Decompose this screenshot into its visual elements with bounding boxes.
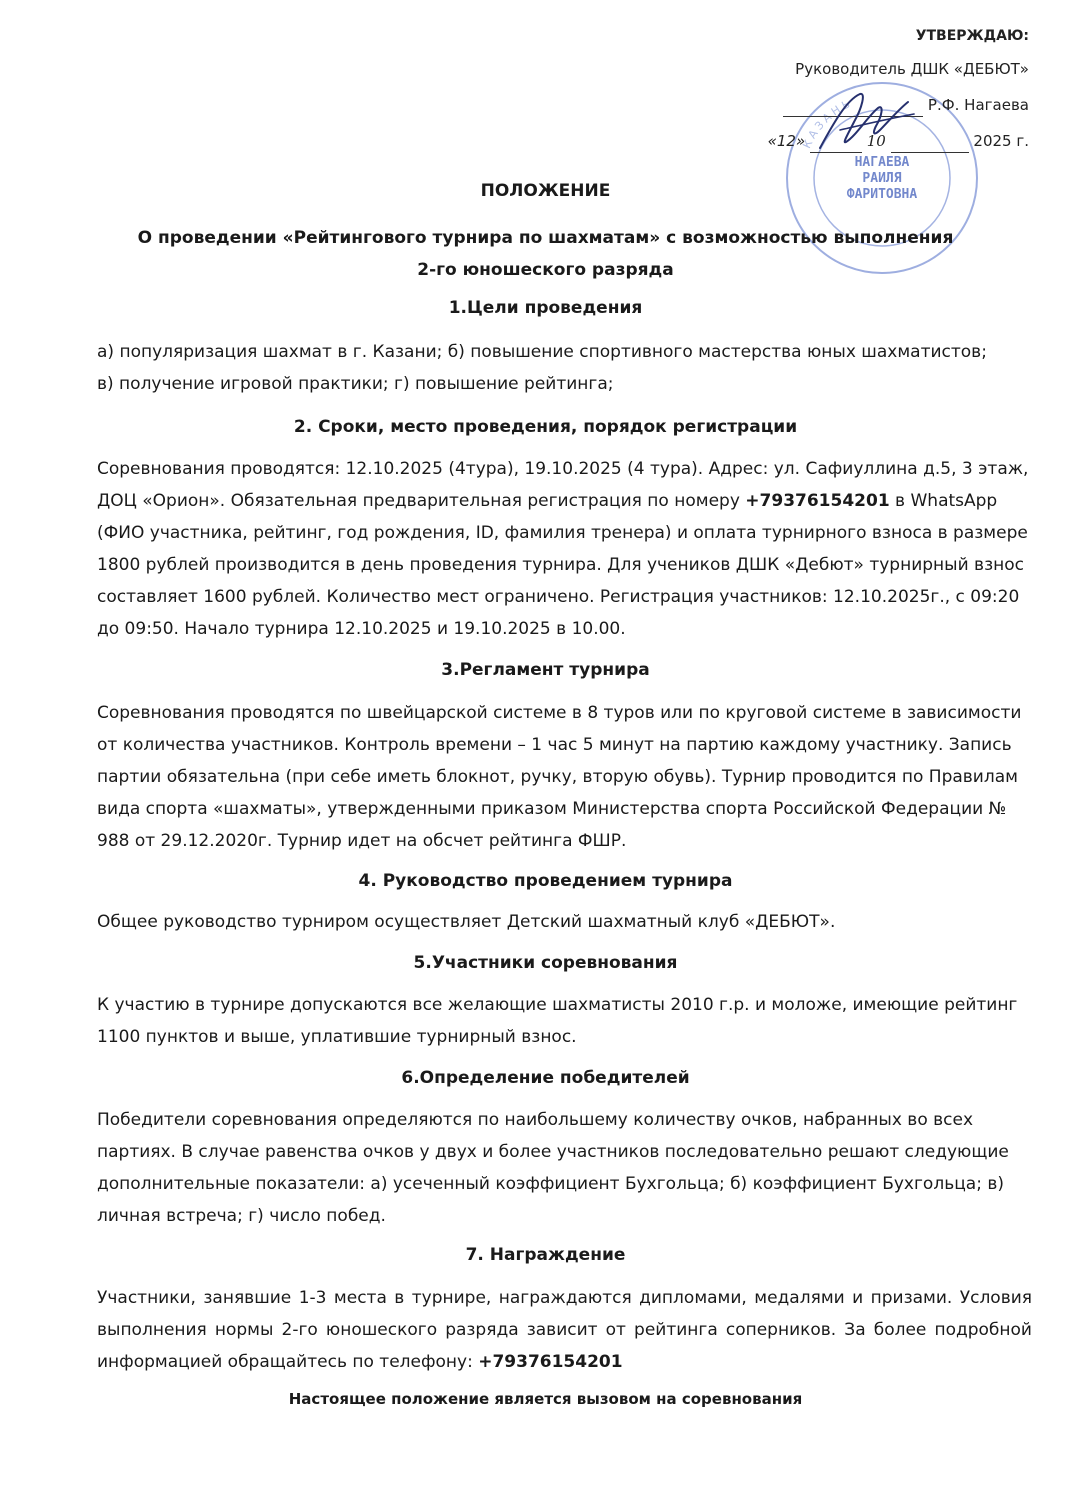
stamp-name-3: ФАРИТОВНА <box>846 187 918 202</box>
section-heading-winners: 6.Определение победителей <box>401 1068 690 1088</box>
stamp-ring-text: КАЗАНЬ <box>800 96 855 151</box>
contact-phone: +79376154201 <box>478 1352 623 1372</box>
section-text-awards <box>97 1282 1032 1378</box>
section-heading-participants: 5.Участники соревнования <box>413 953 678 973</box>
section-text-rules: Соревнования проводятся по швейцарской системе в 8 туров или по круговой системе в зависимости от количества участников. Контроль времени – 1 час 5 минут на партию каждому участнику. Запись партии обязательна (при себе иметь блокнот, ручку, вторую обувь). Турнир проводится по Правилам вида спорта «шахматы», утвержденными приказом Министерства спорта Российской Федерации № 988 от 29.12.2020г. Турнир идет на обсчет рейтинга ФШР. <box>97 703 1022 851</box>
section-text-winners: Победители соревнования определяются по наибольшему количеству очков, набранных во всех партиях. В случае равенства очков у двух и более участников последовательно решают следующие дополнительные показатели: а) усеченный коэффициент Бухгольца; б) коэффициент Бухгольца; в) личная встреча; г) число побед. <box>97 1110 1009 1226</box>
section-heading-rules: 3.Регламент турнира <box>441 660 650 680</box>
document-title: ПОЛОЖЕНИЕ <box>480 181 611 201</box>
approval-date-month: 10 <box>866 132 886 150</box>
approval-signer-name: Р.Ф. Нагаева <box>927 96 1029 114</box>
approval-position: Руководитель ДШК «ДЕБЮТ» <box>795 60 1029 78</box>
goals-line-1: а) популяризация шахмат в г. Казани; б) повышение спортивного мастерства юных шахматистов; <box>97 342 987 362</box>
document-subtitle <box>60 222 1031 286</box>
approval-date-day: «12» <box>767 132 806 150</box>
section-text-participants: К участию в турнире допускаются все желающие шахматисты 2010 г.р. и моложе, имеющие рейтинг 1100 пунктов и выше, уплатившие турнирный взнос. <box>97 995 1018 1047</box>
dates-text-part-1: Соревнования проводятся: 12.10.2025 (4тура), 19.10.2025 (4 тура). Адрес: ул. Сафиуллина д.5, 3 этаж, ДОЦ «Орион». Обязательная предварительная регистрация по номеру <box>97 459 1029 511</box>
section-heading-goals: 1.Цели проведения <box>448 298 643 318</box>
section-text-goals <box>97 336 1032 400</box>
approval-date-year: 2025 г. <box>973 132 1029 150</box>
goals-line-2: в) получение игровой практики; г) повышение рейтинга; <box>97 374 614 394</box>
stamp-name-2: РАИЛЯ <box>862 171 902 186</box>
dates-text-part-2: в WhatsApp (ФИО участника, рейтинг, год рождения, ID, фамилия тренера) и оплата турнирного взноса в размере 1800 рублей производится в день проведения турнира. Для учеников ДШК «Дебют» турнирный взнос составляет 1600 рублей. Количество мест ограничено. Регистрация участников: 12.10.2025г., с 09:20 до 09:50. Начало турнира 12.10.2025 и 19.10.2025 в 10.00. <box>97 491 1028 639</box>
stamp-name-1: НАГАЕВА <box>854 155 910 170</box>
section-heading-awards: 7. Награждение <box>465 1245 626 1265</box>
awards-text: Участники, занявшие 1-3 места в турнире, награждаются дипломами, медалями и призами. Условия выполнения нормы 2-го юношеского разряда зависит от рейтинга соперников. За более подробной информацией обращайтесь по телефону: <box>97 1288 1032 1372</box>
document-closing: Настоящее положение является вызовом на соревнования <box>288 1390 803 1408</box>
section-text-management: Общее руководство турниром осуществляет Детский шахматный клуб «ДЕБЮТ». <box>97 912 836 932</box>
section-text-dates <box>97 453 1032 645</box>
section-heading-management: 4. Руководство проведением турнира <box>358 871 733 891</box>
handwritten-signature <box>812 86 922 160</box>
section-heading-dates: 2. Сроки, место проведения, порядок регистрации <box>293 417 798 437</box>
registration-phone: +79376154201 <box>745 491 890 511</box>
approval-title: УТВЕРЖДАЮ: <box>915 28 1029 44</box>
subtitle-line-1: О проведении «Рейтингового турнира по шахматам» с возможностью выполнения <box>137 228 954 248</box>
subtitle-line-2: 2-го юношеского разряда <box>417 260 674 280</box>
